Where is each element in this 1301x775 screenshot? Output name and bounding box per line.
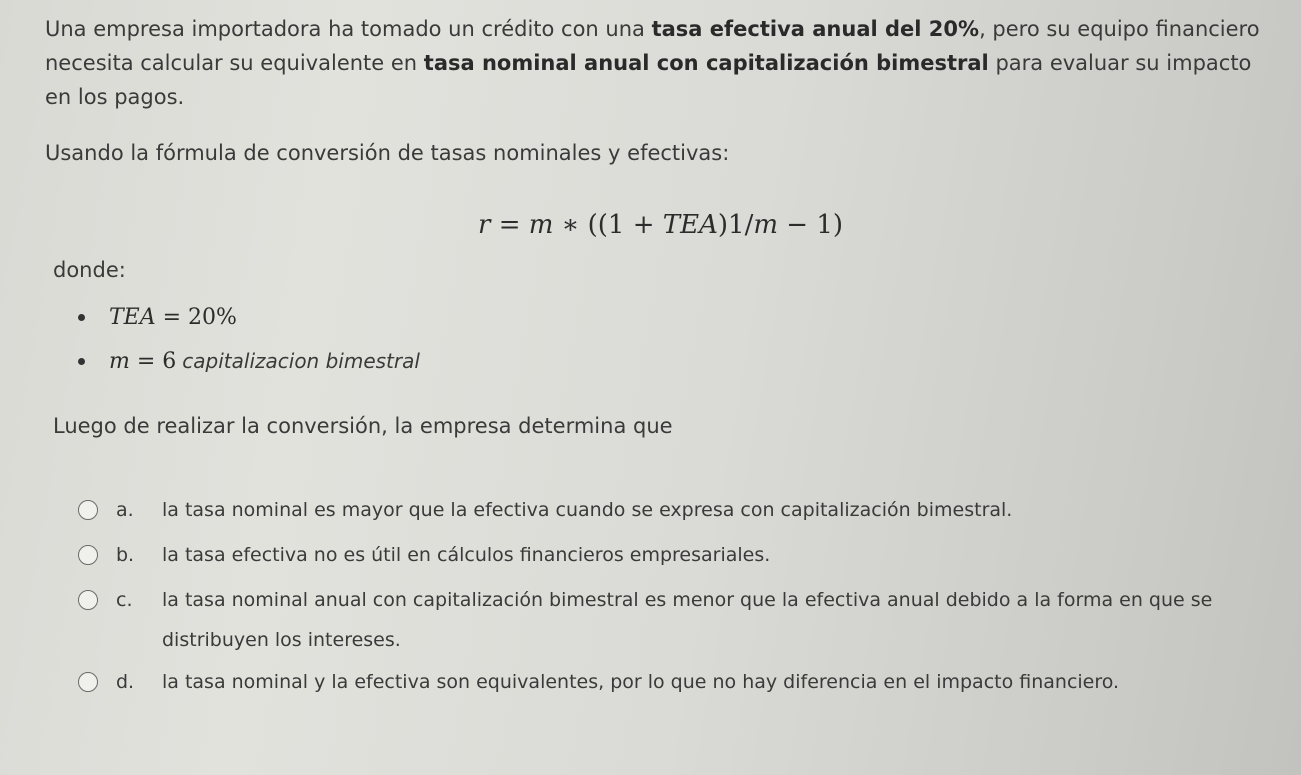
option-text: la tasa nominal anual con capitalización bimestral es menor que la efectiva anual debido a la forma en que se distribuyen los intereses. <box>162 589 1213 651</box>
formula-tea: TEA <box>662 210 718 240</box>
option-a[interactable] <box>78 490 1262 530</box>
definition-eq: = <box>129 348 163 374</box>
formula-part: )1/ <box>717 210 754 240</box>
formula-m: m <box>753 210 778 240</box>
formula-r: r <box>478 210 491 240</box>
options-intro: Luego de realizar la conversión, la empresa determina que <box>53 414 673 438</box>
bullet-icon <box>78 314 85 321</box>
option-letter: c. <box>116 589 133 611</box>
radio-button-icon[interactable] <box>78 500 98 520</box>
radio-button-icon[interactable] <box>78 545 98 565</box>
definition-desc: capitalizacion bimestral <box>182 349 420 373</box>
definition-var: TEA <box>109 304 156 330</box>
question-bold-nominal-rate: tasa nominal anual con capitalización bimestral <box>423 51 989 75</box>
radio-button-icon[interactable] <box>78 590 98 610</box>
conversion-formula <box>478 210 843 240</box>
formula-intro: Usando la fórmula de conversión de tasas nominales y efectivas: <box>45 141 730 165</box>
definition-var: m <box>109 348 130 374</box>
option-d[interactable] <box>78 662 1262 702</box>
option-letter: b. <box>116 544 135 566</box>
formula-part: − 1) <box>778 210 843 240</box>
question-statement <box>45 12 1260 114</box>
definition-math <box>109 305 237 330</box>
definition-item <box>78 339 420 383</box>
option-c[interactable] <box>78 580 1262 660</box>
definition-list <box>78 295 420 383</box>
question-text-part: para evaluar su impacto en los pagos. <box>45 51 1252 109</box>
definition-item <box>78 295 420 339</box>
option-text: la tasa efectiva no es útil en cálculos financieros empresariales. <box>162 544 771 566</box>
definition-val: 20% <box>188 304 237 330</box>
question-text-part: Una empresa importadora ha tomado un crédito con una <box>45 17 652 41</box>
definition-math <box>109 349 176 374</box>
option-letter: a. <box>116 499 134 521</box>
formula-part: ∗ ((1 + <box>553 210 663 240</box>
option-b[interactable] <box>78 535 1262 575</box>
radio-button-icon[interactable] <box>78 672 98 692</box>
question-text-part: , pero su equipo financiero necesita calcular su equivalente en <box>45 17 1260 75</box>
formula-eq: = <box>490 210 529 240</box>
formula-m: m <box>528 210 554 240</box>
question-bold-effective-rate: tasa efectiva anual del 20% <box>651 17 980 41</box>
option-text: la tasa nominal y la efectiva son equivalentes, por lo que no hay diferencia en el impacto financiero. <box>162 671 1120 693</box>
definition-val: 6 <box>162 348 177 374</box>
bullet-icon <box>78 358 85 365</box>
definition-eq: = <box>155 304 189 330</box>
option-text: la tasa nominal es mayor que la efectiva cuando se expresa con capitalización bimestral. <box>162 499 1013 521</box>
option-letter: d. <box>116 671 135 693</box>
donde-label: donde: <box>53 258 126 282</box>
